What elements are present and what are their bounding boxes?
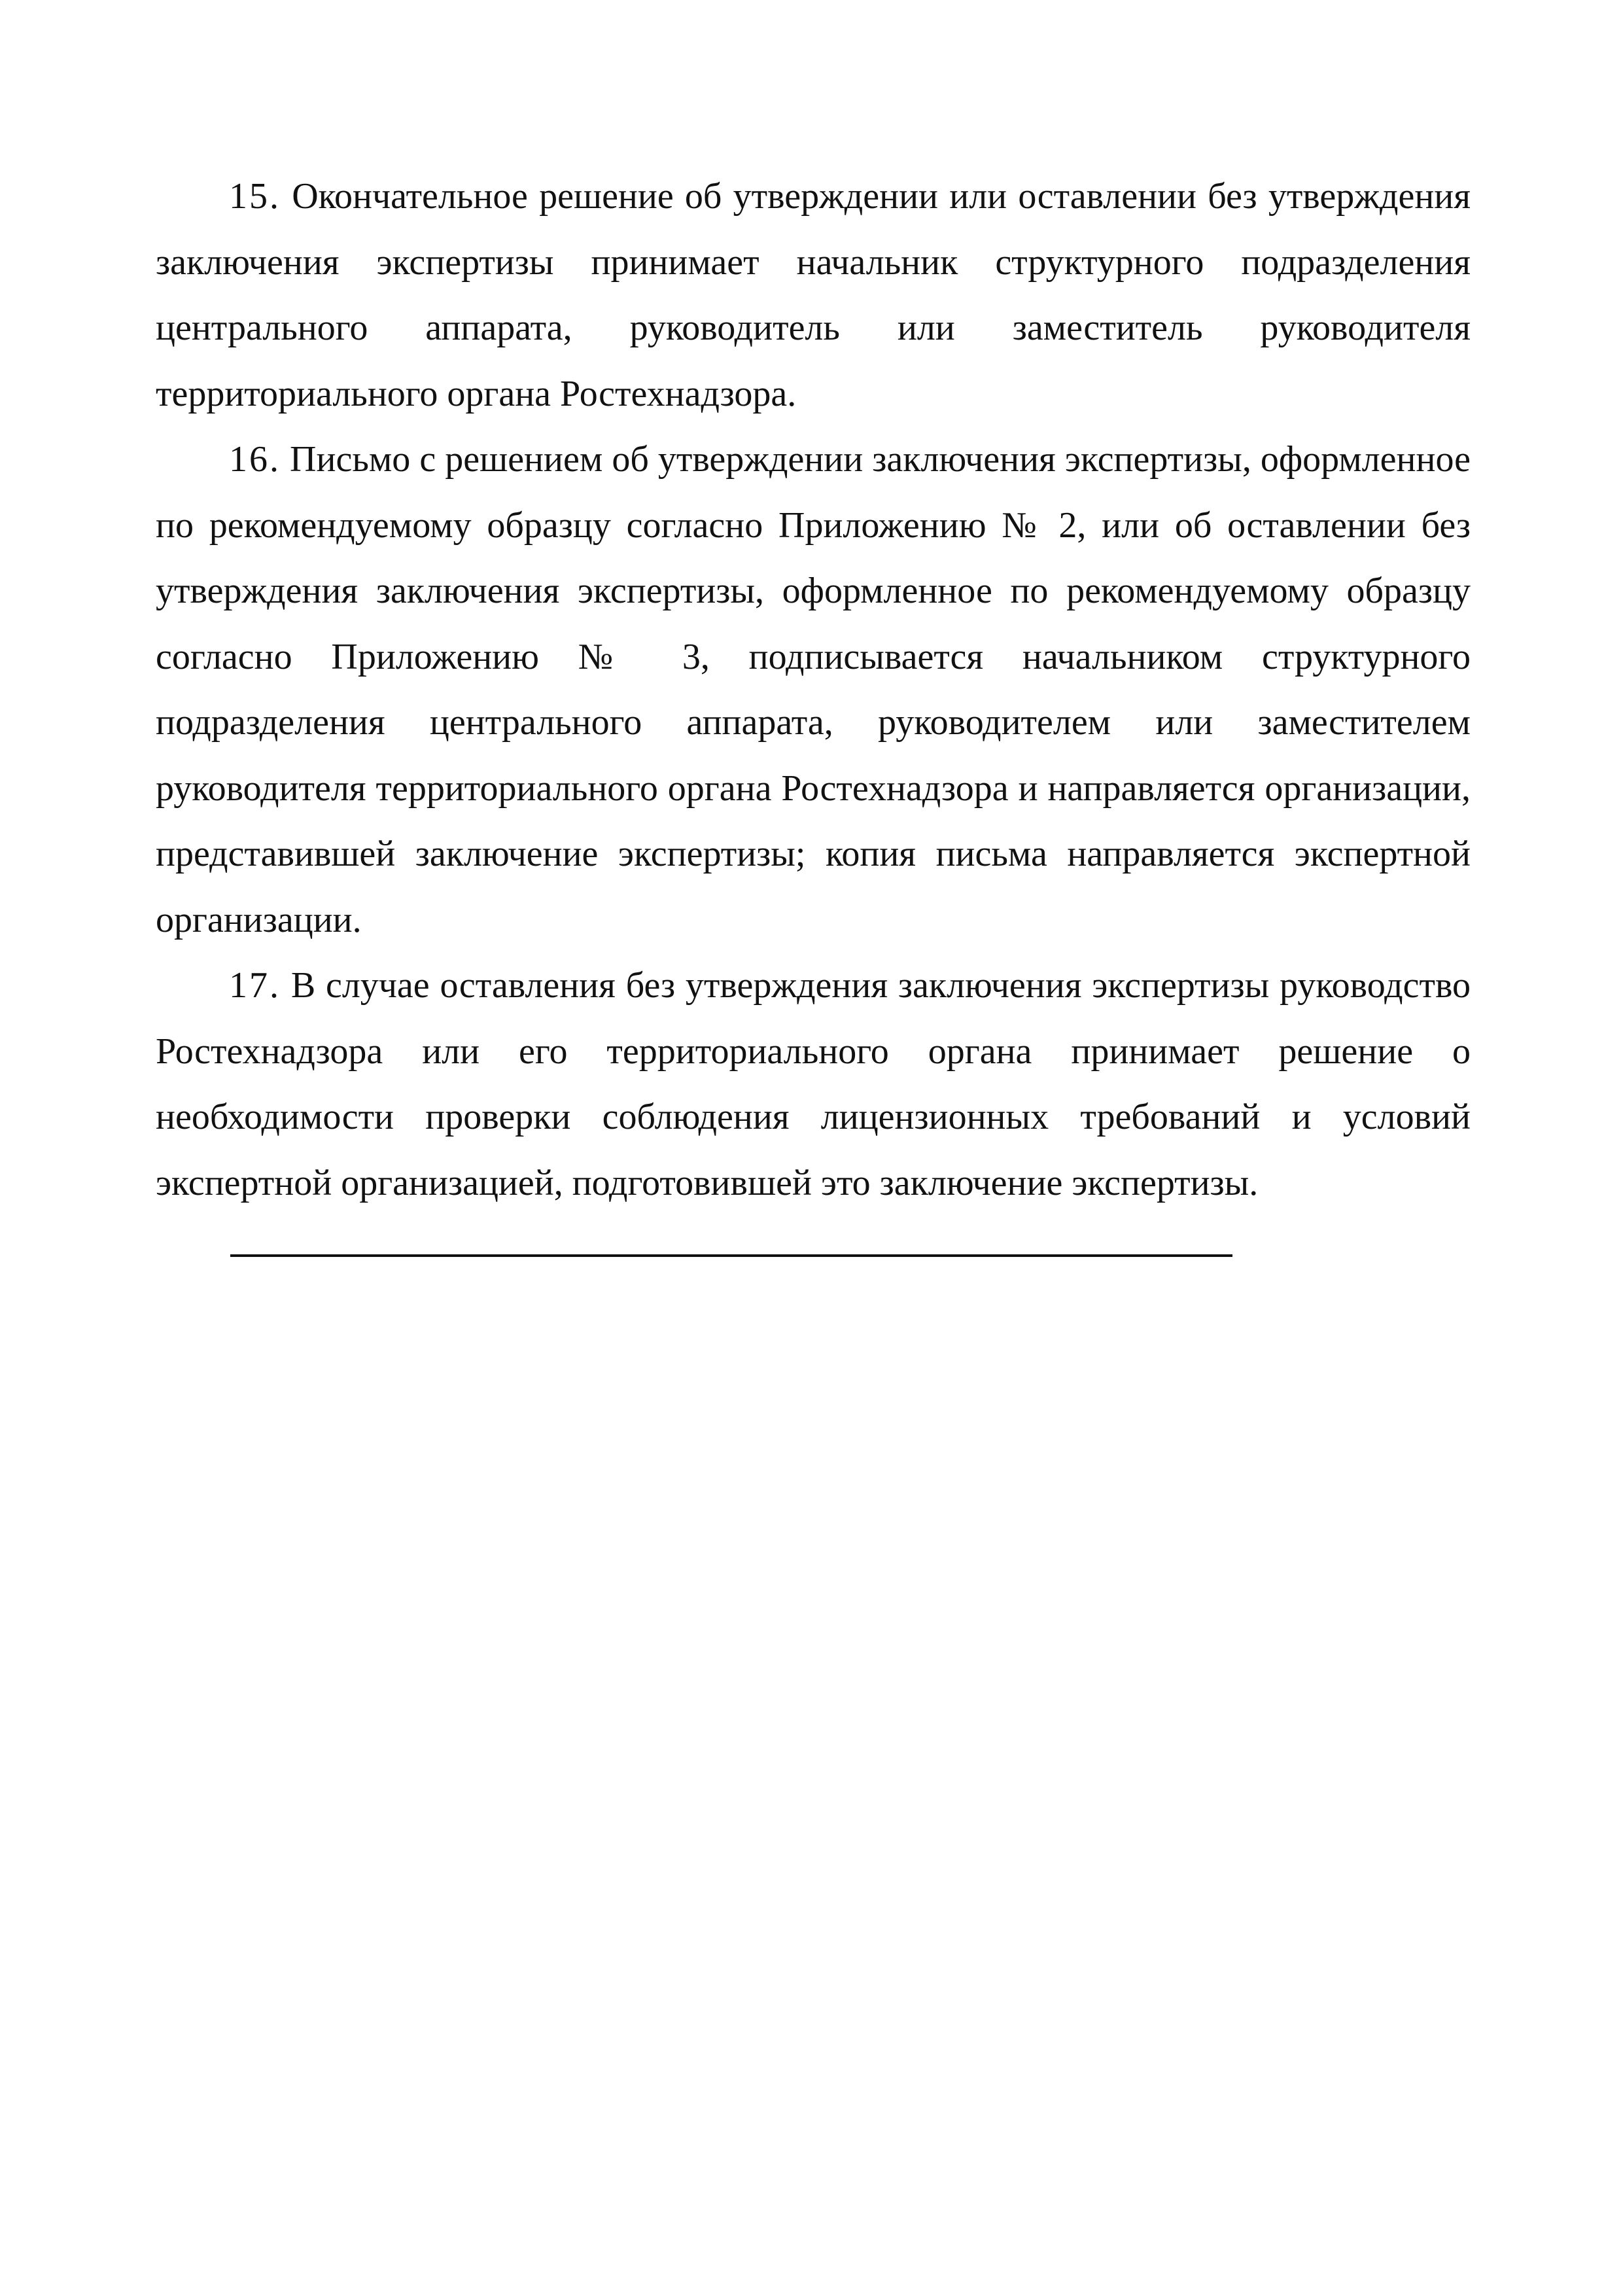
paragraph-number: 15.	[229, 176, 281, 217]
paragraph-text: В случае оставления без утверждения заключения экспертизы руководство Ростехнадзора или его территориального органа принимает решение о необходимости проверки соблюдения лицензионных требований и условий экспертной организацией, подготовившей это заключение экспертизы.	[156, 965, 1471, 1203]
paragraph-number: 17.	[229, 965, 281, 1006]
paragraph-17	[156, 953, 1471, 1216]
closing-divider-line	[230, 1254, 1232, 1257]
paragraph-text: Окончательное решение об утверждении или оставлении без утверждения заключения экспертизы принимает начальник структурного подразделения центрального аппарата, руководитель или заместитель руководителя территориального органа Ростехнадзора.	[156, 176, 1471, 414]
paragraph-16	[156, 427, 1471, 953]
document-body	[156, 164, 1471, 1216]
paragraph-number: 16.	[229, 439, 281, 480]
paragraph-text: Письмо с решением об утверждении заключения экспертизы, оформленное по рекомендуемому образцу согласно Приложению № 2, или об оставлении без утверждения заключения экспертизы, оформленное по рекомендуемому образцу согласно Приложению № 3, подписывается начальником структурного подразделения центрального аппарата, руководителем или заместителем руководителя территориального органа Ростехнадзора и направляется организации, представившей заключение экспертизы; копия письма направляется экспертной организации.	[156, 439, 1471, 940]
paragraph-15	[156, 164, 1471, 427]
